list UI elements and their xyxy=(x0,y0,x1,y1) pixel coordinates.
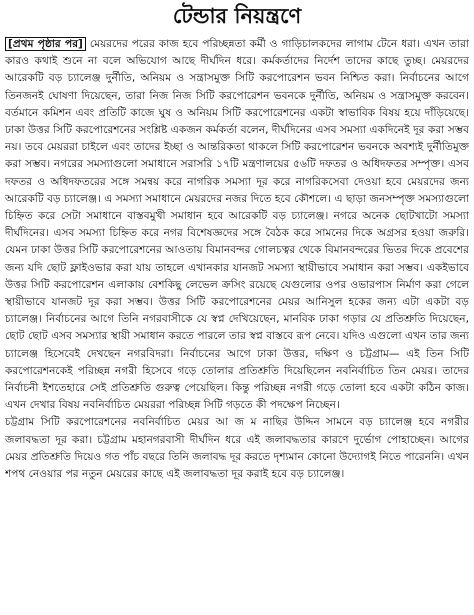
jump-label: [প্রথম পৃষ্ঠার পর] xyxy=(5,37,86,51)
article-body xyxy=(5,36,469,614)
paragraph-text: চট্টগ্রাম সিটি করপোরেশনের নবনির্বাচিত মেয়র আ জ ম নাছির উদ্দিন সামনে বড় চ্যালেঞ্জ হবে নগরীর জলাবদ্ধতা দূর করা। চট্টগ্রাম মহানগরবাসী দীর্ঘদিন ধরে এই জলাবদ্ধতার কারণে দুর্ভোগ পোহাচ্ছেন। আগের মেয়র প্রতিশ্রুতি দিয়েও গত পাঁচ বছরে তিনি জলাবদ্ধ দূর করতে দৃশ্যমান কোনো উদ্যোগই নিতে পারেননি। এখন শপথ নেওয়ার পর নতুন মেয়রের কাছে এই জলাবদ্ধতা দূর করাই হবে বড় চ্যালেঞ্জ। xyxy=(5,416,469,481)
article-paragraph xyxy=(5,414,469,483)
article-headline: টেন্ডার নিয়ন্ত্রণে xyxy=(172,4,302,28)
paragraph-text: মেয়রদের পরের কাজ হবে পরিচ্ছন্নতা কর্মী ও গাড়িচালকদের লাগাম টেনে ধরা। এখন তারা কারও কথাই শুনে না বলে অভিযোগ আছে দীর্ঘদিন ধরে। কর্মকর্তাদের নির্দেশ তাদের কাছে তুচ্ছ। মেয়রদের আরেকটি বড় চ্যালেঞ্জ দুর্নীতি, অনিয়ম ও সন্ত্রাসমুক্ত সিটি করপোরেশন ভবন নিশ্চিত করা। নির্বাচনের আগে তিনজনই ঘোষণা দিয়েছেন, তারা নিজ নিজ সিটি করপোরেশন ভবনকে দুর্নীতি, অনিয়ম ও সন্ত্রাসমুক্ত করবেন। বর্তমানে কমিশন এবং প্রতিটি কাজে ঘুষ ও অনিয়ম সিটি করপোরেশনের একটা স্বাভাবিক বিষয় হয়ে দাঁড়িয়েছে। ঢাকা উত্তর সিটি করপোরেশনের সংশ্লিষ্ট একজন কর্মকর্তা বলেন, দীর্ঘদিনের এসব সমস্যা একদিনেই দূর করা সম্ভব নয়। তবে মেয়ররা চাইলে এবং তাদের ইচ্ছা ও আন্তরিকতা থাকলে সিটি করপোরেশন ভবনকে অবশ্যই দুর্নীতিমুক্ত করা সম্ভব। নগরের সমস্যাগুলো সমাধানে সরাসরি ১৭টি মন্ত্রণালয়ের ৫৬টি দফতর ও অধিদফতর সম্পৃক্ত। এসব দফতর ও অধিদফতরের সঙ্গে সমন্বয় করে নাগরিক সমস্যা দূর করে নাগরিকসেবা দেওয়া হবে মেয়রদের জন্য আরেকটি বড় চ্যালেঞ্জ। এ সমস্যা সমাধানে মেয়রদের নজর দিতে হবে কৌশলে। এ ছাড়া জনসম্পৃক্ত সমস্যাগুলো চিহ্নিত করে সেটা সমাধানে বাস্তবমুখী সমাধান হবে আরেকটি বড় চ্যালেঞ্জ। নগরে অনেক ছোটখাটো সমস্যা দীর্ঘদিনের। এসব সমস্যা চিহ্নিত করে নগর বিশেষজ্ঞদের সঙ্গে বৈঠক করে সামনের দিকে অগ্রসর হওয়া জরুরি। যেমন ঢাকা উত্তর সিটি করপোরেশনের আওতায় বিমানবন্দর গোলচত্বর থেকে বিমানবন্দরের ভিতর দিকে প্রবেশের জন্য যদি ছোট ফ্লাইওভার করা যায় তাহলে এখানকার যানজট সমস্যা স্থায়ীভাবে সমাধান করা সম্ভব। একইভাবে উত্তর সিটি করপোরেশন এলাকায় বেশকিছু লেভেল ক্রসিং রয়েছে যেগুলোর ওপর ওভারপাস নির্মাণ করা গেলে স্থায়ীভাবে যানজট দূর করা সম্ভব। উত্তর সিটি করপোরেশনের মেয়র আনিসুল হকের জন্য এটা একটা বড় চ্যালেঞ্জ। নির্বাচনের আগে তিনি নগরবাসীকে যে স্বপ্ন দেখিয়েছেন, মানবিক ঢাকা গড়ার যে প্রতিশ্রুতি দিয়েছেন, ছোট ছোট এসব সমস্যার স্থায়ী সমাধান করতে পারলে তার স্বপ্ন বাস্তবে রূপ নেবে। যদিও এগুলো এখন তার জন্য চ্যালেঞ্জ হিসেবেই দেখছেন নগরবিদরা। নির্বাচনের আগে ঢাকা উত্তর, দক্ষিণ ও চট্টগ্রাম— এই তিন সিটি করপোরেশনকেই পরিচ্ছন্ন নগরী হিসেবে গড়ে তোলার প্রতিশ্রুতি দিয়েছিলেন নবনির্বাচিত তিন মেয়র। তাদের নির্বাচনী ইশতেহারে সেই প্রতিশ্রুতি গুরুত্ব পেয়েছিল। কিন্তু পরিচ্ছন্ন নগরী গড়ে তোলা হবে একটা কঠিন কাজ। এখন দেখার বিষয় নবনির্বাচিত মেয়ররা পরিচ্ছন্ন সিটি গড়তে কী পদক্ষেপ নিচ্ছেন। xyxy=(5,38,469,412)
article-paragraph xyxy=(5,36,469,414)
